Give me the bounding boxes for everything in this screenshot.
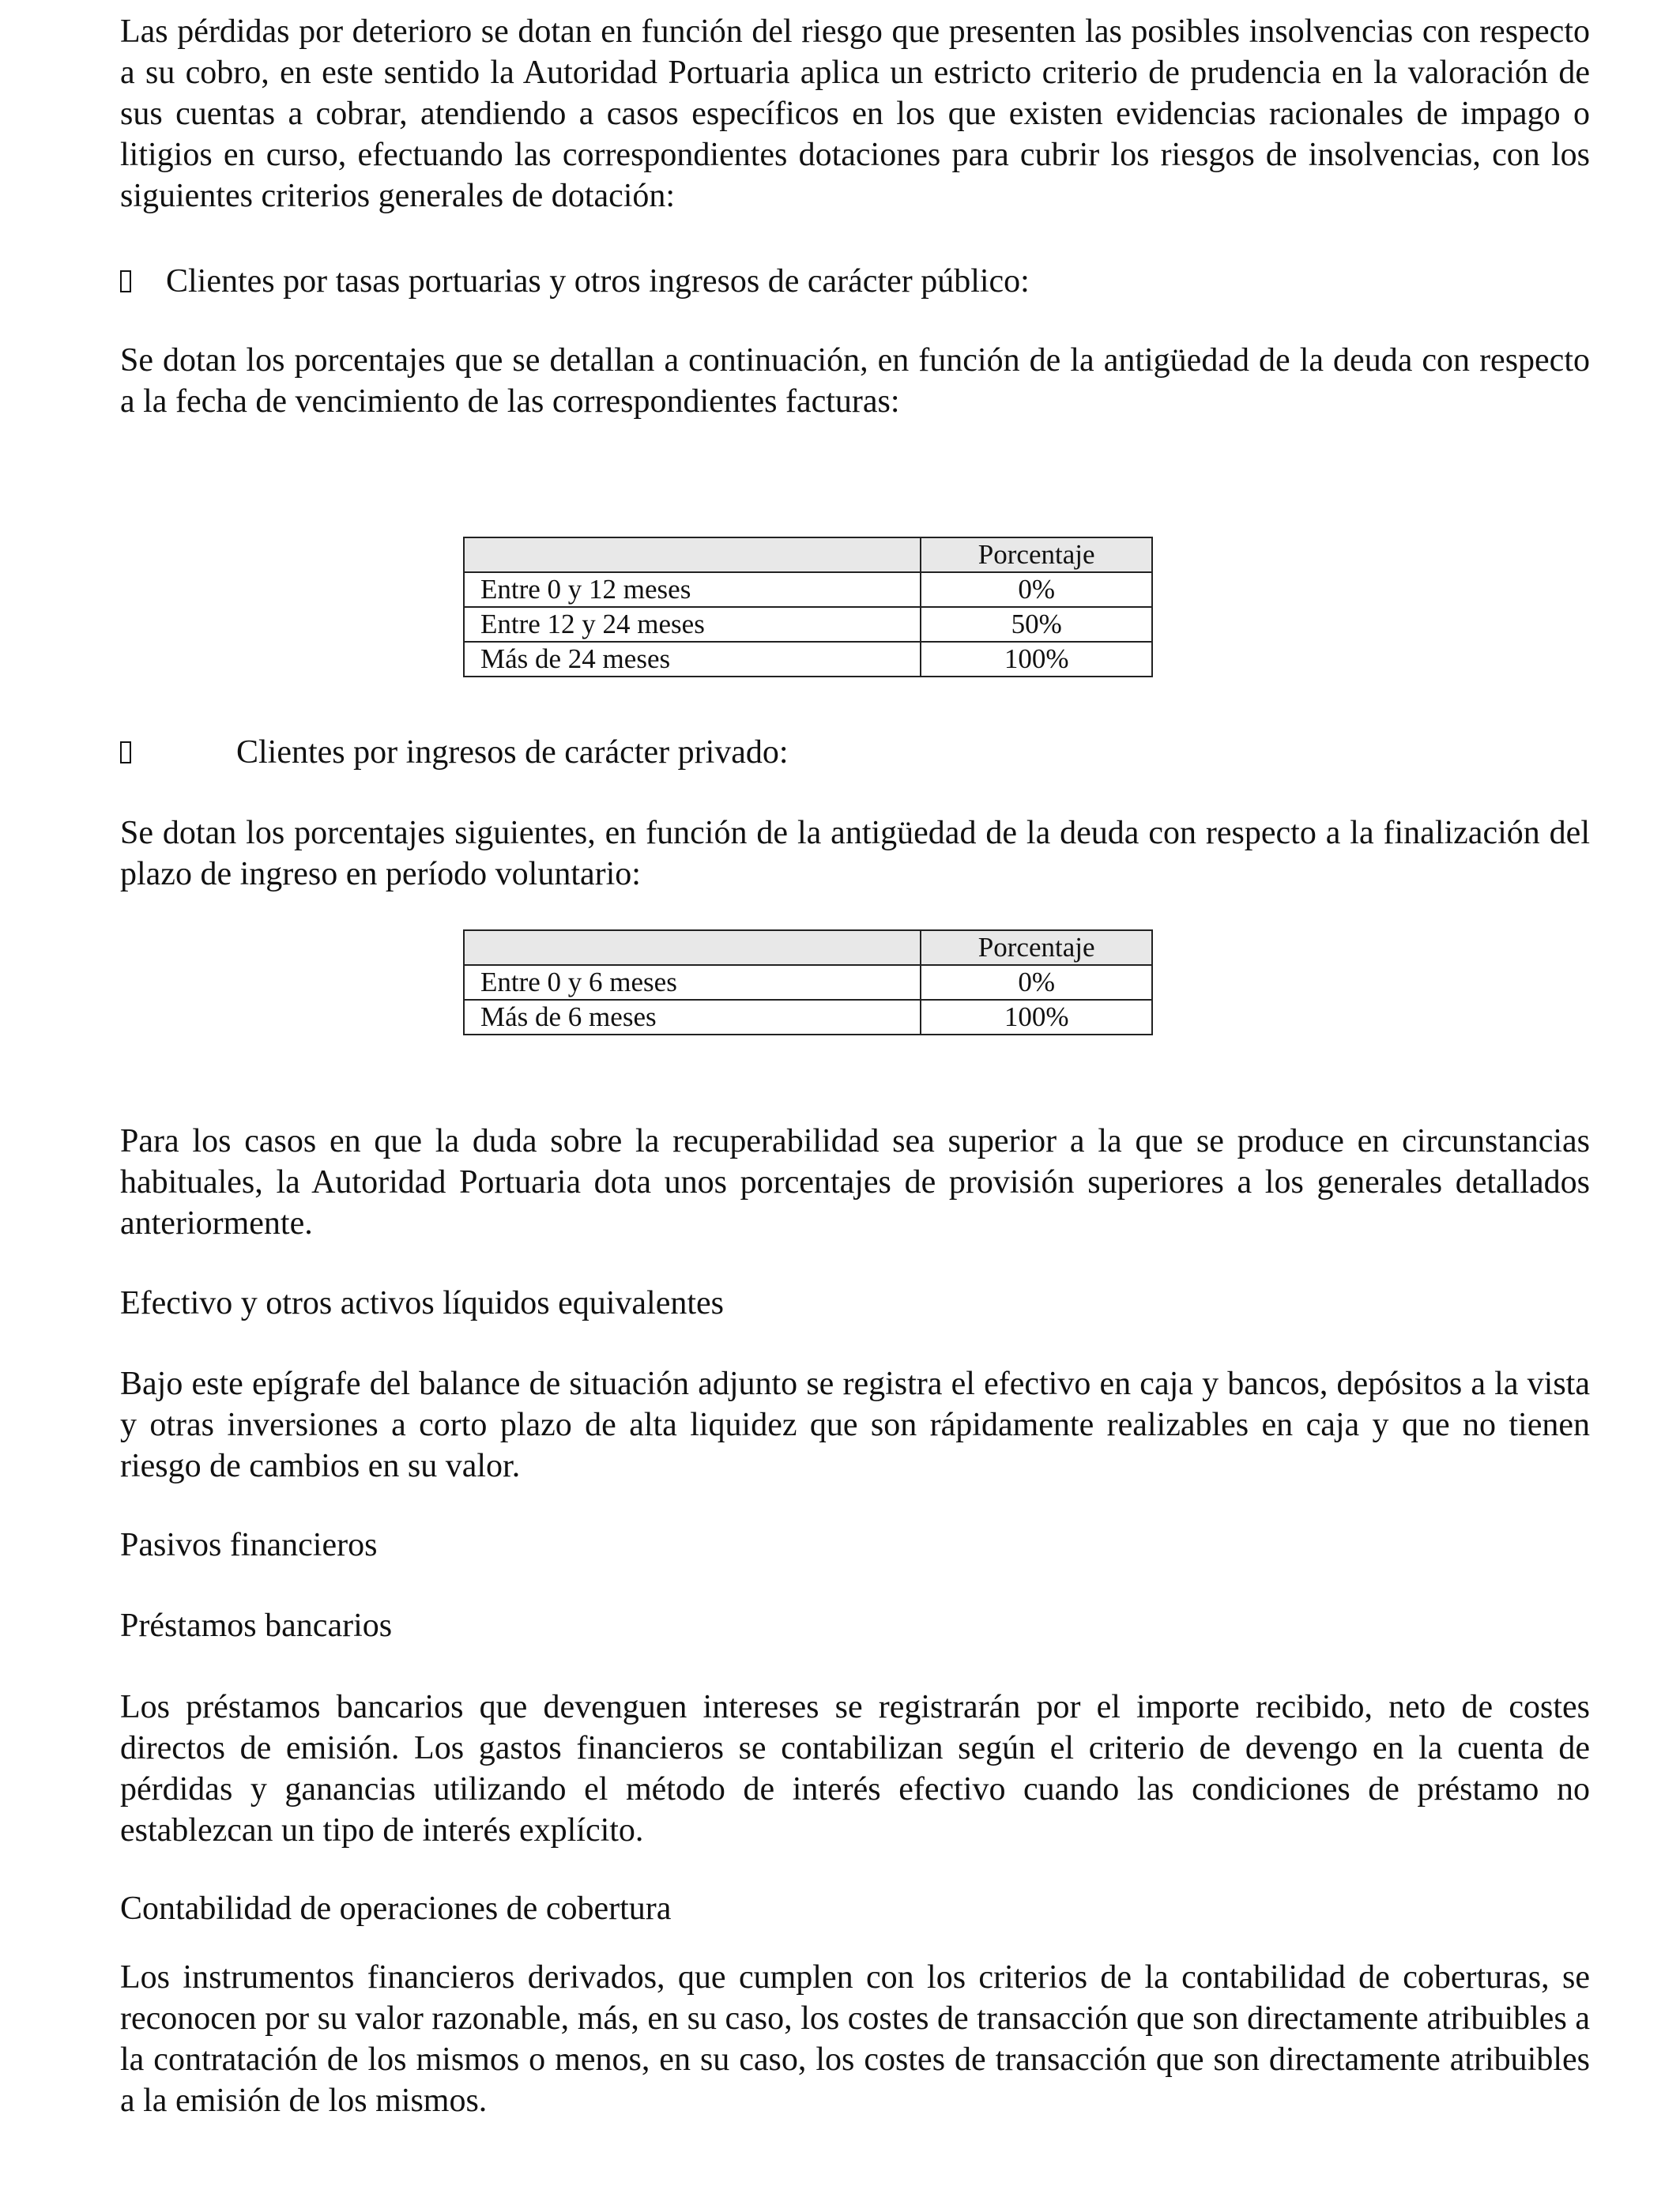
table-cell-percentage: 0% xyxy=(921,965,1152,1000)
missing-glyph-icon xyxy=(120,741,131,763)
table-header-percentage: Porcentaje xyxy=(921,930,1152,965)
table-header-blank xyxy=(464,930,921,965)
table-row xyxy=(464,965,1152,1000)
table-cell-percentage: 100% xyxy=(921,642,1152,677)
table-header-percentage: Porcentaje xyxy=(921,537,1152,572)
paragraph-private-desc: Se dotan los porcentajes siguientes, en función de la antigüedad de la deuda con respecto a la finalización del plazo de ingreso en período voluntario: xyxy=(120,815,1590,892)
table-row xyxy=(464,572,1152,607)
heading-cash: Efectivo y otros activos líquidos equivalentes xyxy=(120,1285,724,1321)
table-private-percentages xyxy=(463,929,1153,1035)
heading-hedge-accounting: Contabilidad de operaciones de cobertura xyxy=(120,1891,672,1927)
table-cell-period: Entre 0 y 12 meses xyxy=(464,572,921,607)
table-public-percentages xyxy=(463,537,1153,677)
table-row xyxy=(464,642,1152,677)
paragraph-intro: Las pérdidas por deterioro se dotan en función del riesgo que presenten las posibles insolvencias con respecto a su cobro, en este sentido la Autoridad Portuaria aplica un estricto criterio de prudencia en la valoración de sus cuentas a cobrar, atendiendo a casos específicos en los que existen evidencias racionales de impago o litigios en curso, efectuando las correspondientes dotaciones para cubrir los riesgos de insolvencias, con los siguientes criterios generales de dotación: xyxy=(120,13,1590,214)
table-cell-period: Más de 24 meses xyxy=(464,642,921,677)
paragraph-cash: Bajo este epígrafe del balance de situación adjunto se registra el efectivo en caja y bancos, depósitos a la vista y otras inversiones a corto plazo de alta liquidez que son rápidamente realizables en caja y que no tienen riesgo de cambios en su valor. xyxy=(120,1366,1590,1484)
bullet-public-label: Clientes por tasas portuarias y otros ingresos de carácter público: xyxy=(166,263,1030,300)
bullet-private-label: Clientes por ingresos de carácter privado: xyxy=(236,734,789,771)
table-header-blank xyxy=(464,537,921,572)
table-row xyxy=(464,1000,1152,1035)
table-cell-percentage: 50% xyxy=(921,607,1152,642)
table-cell-percentage: 0% xyxy=(921,572,1152,607)
table-cell-period: Entre 12 y 24 meses xyxy=(464,607,921,642)
paragraph-doubt: Para los casos en que la duda sobre la recuperabilidad sea superior a la que se produce en circunstancias habituales, la Autoridad Portuaria dota unos porcentajes de provisión superiores a los generales detallados anteriormente. xyxy=(120,1123,1590,1242)
heading-bank-loans: Préstamos bancarios xyxy=(120,1608,393,1644)
table-row xyxy=(464,607,1152,642)
table-cell-period: Más de 6 meses xyxy=(464,1000,921,1035)
table-header-row xyxy=(464,537,1152,572)
paragraph-public-desc: Se dotan los porcentajes que se detallan a continuación, en función de la antigüedad de la deuda con respecto a la fecha de vencimiento de las correspondientes facturas: xyxy=(120,342,1590,420)
heading-financial-liabilities: Pasivos financieros xyxy=(120,1527,378,1563)
table-cell-period: Entre 0 y 6 meses xyxy=(464,965,921,1000)
table-header-row xyxy=(464,930,1152,965)
table-cell-percentage: 100% xyxy=(921,1000,1152,1035)
missing-glyph-icon xyxy=(120,270,131,292)
paragraph-bank-loans: Los préstamos bancarios que devenguen intereses se registrarán por el importe recibido, neto de costes directos de emisión. Los gastos financieros se contabilizan según el criterio de devengo en la cuenta de pérdidas y ganancias utilizando el método de interés efectivo cuando las condiciones de préstamo no establezcan un tipo de interés explícito. xyxy=(120,1689,1590,1849)
paragraph-hedge: Los instrumentos financieros derivados, que cumplen con los criterios de la contabilidad de coberturas, se reconocen por su valor razonable, más, en su caso, los costes de transacción que son directamente atribuibles a la contratación de los mismos o menos, en su caso, los costes de transacción que son directamente atribuibles a la emisión de los mismos. xyxy=(120,1959,1590,2119)
